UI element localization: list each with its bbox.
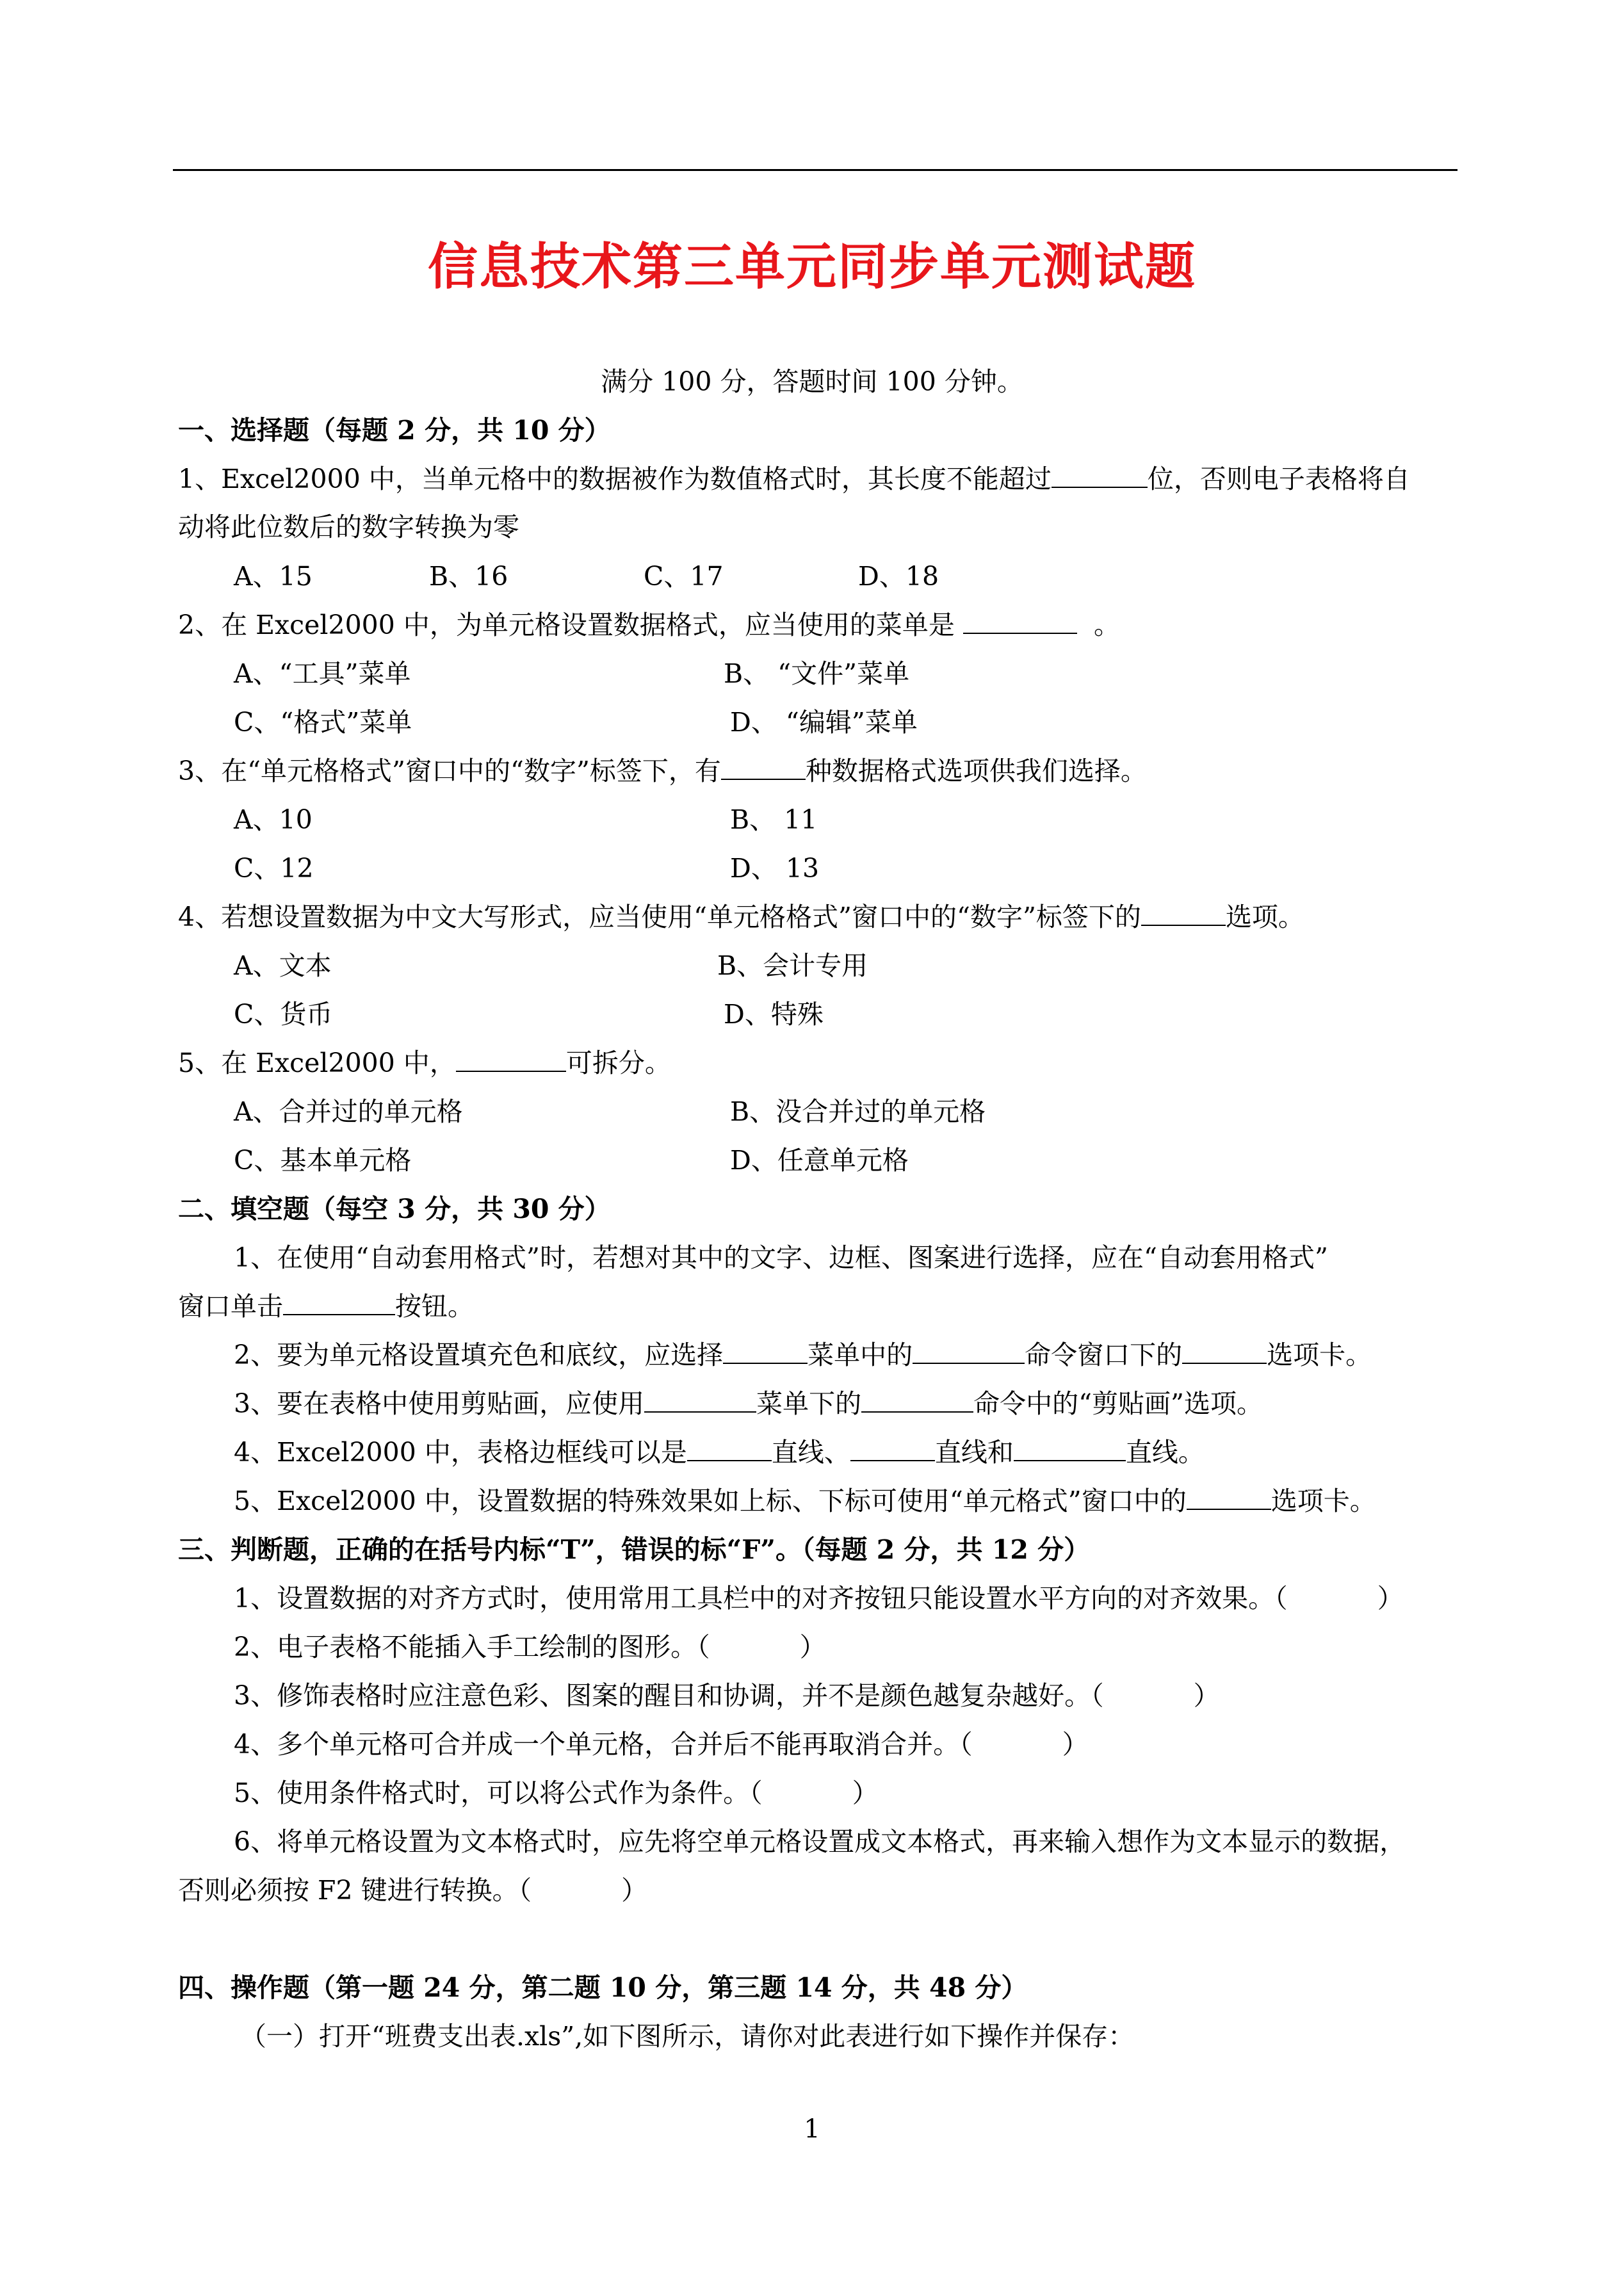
q1-4-option-c: C、货币 xyxy=(234,999,333,1030)
q1-4-option-d: D、特殊 xyxy=(724,999,824,1030)
q2-1-line2: 窗口单击 按钮。 xyxy=(178,1288,474,1324)
header-rule xyxy=(173,169,1458,171)
q1-5-option-c: C、基本单元格 xyxy=(234,1145,412,1176)
q1-5-option-a: A、合并过的单元格 xyxy=(234,1096,463,1127)
section-4-heading: 四、操作题（第一题 24 分，第二题 10 分，第三题 14 分，共 48 分） xyxy=(178,1972,1028,2003)
q1-1-option-a: A、15 xyxy=(234,561,313,592)
q1-1-option-d: D、18 xyxy=(858,561,939,592)
answer-blank[interactable] xyxy=(1182,1337,1267,1364)
answer-blank[interactable] xyxy=(1052,461,1148,488)
q2-2-text: 2、要为单元格设置填充色和底纹，应选择 菜单中的 命令窗口下的 选项卡。 xyxy=(234,1337,1372,1373)
q3-6-line1: 6、将单元格设置为文本格式时，应先将空单元格设置成文本格式，再来输入想作为文本显示的数据， xyxy=(234,1826,1406,1857)
answer-blank[interactable] xyxy=(963,607,1077,634)
answer-blank[interactable] xyxy=(687,1434,772,1461)
answer-blank[interactable] xyxy=(861,1386,973,1413)
page-number: 1 xyxy=(804,2114,820,2144)
q1-4-text: 4、若想设置数据为中文大写形式，应当使用“单元格格式”窗口中的“数字”标签下的 选项。 xyxy=(178,899,1304,935)
q1-5-text: 5、在 Excel2000 中， 可拆分。 xyxy=(178,1045,671,1081)
answer-blank[interactable] xyxy=(723,1337,808,1364)
section-4-task-1: （一）打开“班费支出表.xls”,如下图所示，请你对此表进行如下操作并保存： xyxy=(240,2021,1135,2052)
q1-4-option-a: A、文本 xyxy=(234,950,332,981)
q2-4-text: 4、Excel2000 中，表格边框线可以是 直线、 直线和 直线。 xyxy=(234,1434,1205,1470)
answer-blank[interactable] xyxy=(283,1288,395,1315)
q1-2-option-a: A、“工具”菜单 xyxy=(234,658,411,689)
q1-1-line1: 1、Excel2000 中，当单元格中的数据被作为数值格式时，其长度不能超过 位，否则电子表格将自 xyxy=(178,461,1410,497)
section-1-heading: 一、选择题（每题 2 分，共 10 分） xyxy=(178,415,611,446)
section-3-heading: 三、判断题，正确的在括号内标“T”，错误的标“F”。（每题 2 分，共 12 分） xyxy=(178,1534,1091,1565)
q1-2-option-d: D、 “编辑”菜单 xyxy=(730,707,918,738)
answer-blank[interactable] xyxy=(456,1045,566,1072)
answer-blank[interactable] xyxy=(1014,1434,1126,1461)
q3-2-text: 2、电子表格不能插入手工绘制的图形。（ ） xyxy=(234,1632,826,1662)
answer-blank[interactable] xyxy=(913,1337,1025,1364)
q3-6-line2: 否则必须按 F2 键进行转换。（ ） xyxy=(178,1875,648,1906)
q1-5-option-d: D、任意单元格 xyxy=(730,1145,909,1176)
answer-blank[interactable] xyxy=(644,1386,756,1413)
q3-5-text: 5、使用条件格式时，可以将公式作为条件。（ ） xyxy=(234,1778,879,1808)
answer-blank[interactable] xyxy=(721,753,806,780)
q1-3-option-b: B、 11 xyxy=(730,804,818,835)
section-2-heading: 二、填空题（每空 3 分，共 30 分） xyxy=(178,1194,611,1224)
q2-5-text: 5、Excel2000 中，设置数据的特殊效果如上标、下标可使用“单元格式”窗口中的 选项卡。 xyxy=(234,1483,1376,1519)
q1-3-option-a: A、10 xyxy=(234,804,313,835)
q1-3-option-d: D、 13 xyxy=(730,853,820,884)
q1-1-option-b: B、16 xyxy=(429,561,508,592)
page-title: 信息技术第三单元同步单元测试题 xyxy=(427,238,1196,296)
q1-5-option-b: B、没合并过的单元格 xyxy=(730,1096,986,1127)
q1-4-option-b: B、会计专用 xyxy=(717,950,868,981)
answer-blank[interactable] xyxy=(1141,899,1226,926)
q3-1-text: 1、设置数据的对齐方式时，使用常用工具栏中的对齐按钮只能设置水平方向的对齐效果。（ ） xyxy=(234,1583,1404,1614)
q3-3-text: 3、修饰表格时应注意色彩、图案的醒目和协调，并不是颜色越复杂越好。（ ） xyxy=(234,1680,1220,1711)
q1-3-text: 3、在“单元格格式”窗口中的“数字”标签下，有 种数据格式选项供我们选择。 xyxy=(178,753,1147,789)
q3-4-text: 4、多个单元格可合并成一个单元格，合并后不能再取消合并。（ ） xyxy=(234,1729,1089,1760)
q1-3-option-c: C、12 xyxy=(234,853,314,884)
answer-blank[interactable] xyxy=(1187,1483,1271,1510)
q1-1-line2: 动将此位数后的数字转换为零 xyxy=(178,512,519,542)
answer-blank[interactable] xyxy=(850,1434,935,1461)
q1-2-option-b: B、 “文件”菜单 xyxy=(724,658,910,689)
q2-3-text: 3、要在表格中使用剪贴画，应使用 菜单下的 命令中的“剪贴画”选项。 xyxy=(234,1386,1263,1422)
exam-info: 满分 100 分，答题时间 100 分钟。 xyxy=(601,366,1023,397)
q1-1-option-c: C、17 xyxy=(644,561,724,592)
q1-2-text: 2、在 Excel2000 中，为单元格设置数据格式，应当使用的菜单是 。 xyxy=(178,607,1120,643)
q1-2-option-c: C、“格式”菜单 xyxy=(234,707,412,738)
q2-1-line1: 1、在使用“自动套用格式”时，若想对其中的文字、边框、图案进行选择，应在“自动套用格式” xyxy=(234,1242,1328,1273)
